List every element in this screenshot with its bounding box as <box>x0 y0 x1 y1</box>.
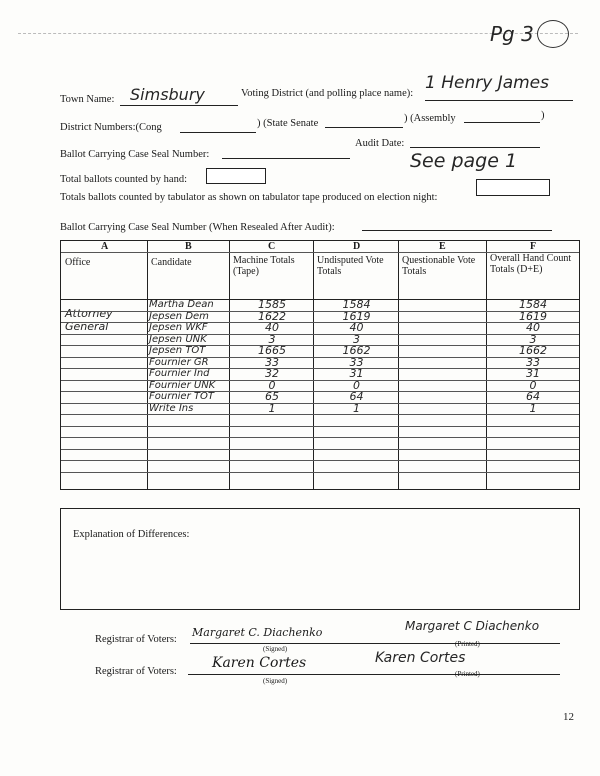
table-cell-candidate: Fournier TOT <box>149 391 214 402</box>
senate-line <box>325 127 403 128</box>
table-cell-overall: 33 <box>526 355 540 369</box>
table-cell-candidate: Fournier Ind <box>149 368 210 379</box>
table-cell-overall: 1619 <box>519 309 547 323</box>
table-cell-machine: 1 <box>268 401 276 415</box>
registrar-1-printed: Margaret C Diachenko <box>405 619 540 633</box>
table-cell-overall: 31 <box>526 367 540 380</box>
explanation-box <box>60 508 580 610</box>
table-cell-overall: 0 <box>529 378 537 392</box>
table-cell-candidate: Jepsen UNK <box>149 333 207 345</box>
registrar-1-signed: Margaret C. Diachenko <box>192 626 323 639</box>
voting-district-line <box>425 100 573 101</box>
table-cell-candidate: Write Ins <box>149 402 194 414</box>
registrar-2-line <box>188 674 560 675</box>
table-row-line <box>61 437 579 438</box>
hand-count-note: See page 1 <box>410 150 518 172</box>
reseal-label: Ballot Carrying Case Seal Number (When Resealed After Audit): <box>60 222 335 233</box>
table-row-line <box>61 460 579 461</box>
table-cell-machine: 40 <box>265 321 279 334</box>
explanation-label: Explanation of Differences: <box>73 529 190 540</box>
registrar-2-printed-caption: (Printed) <box>455 670 480 678</box>
col-header-overall: Overall Hand Count Totals (D+E) <box>490 253 572 275</box>
district-close: ) <box>541 110 545 121</box>
col-divider <box>398 241 399 489</box>
district-cong-label: District Numbers:(Cong <box>60 122 162 133</box>
audit-table <box>60 240 580 490</box>
seal-number-line <box>222 158 350 159</box>
registrar-1-label: Registrar of Voters: <box>95 634 177 645</box>
table-cell-undisputed: 1584 <box>342 298 371 311</box>
reseal-line <box>362 230 552 231</box>
table-row-line <box>61 472 579 473</box>
col-letter-b: B <box>185 241 192 252</box>
col-divider <box>313 241 314 489</box>
table-cell-overall: 3 <box>529 332 537 346</box>
town-label: Town Name: <box>60 94 115 105</box>
registrar-1-line <box>190 643 560 644</box>
registrar-1-printed-caption: (Printed) <box>455 640 480 648</box>
town-line <box>120 105 238 106</box>
table-cell-undisputed: 31 <box>349 367 364 380</box>
table-cell-undisputed: 0 <box>353 378 360 392</box>
table-cell-machine: 65 <box>265 390 279 403</box>
col-header-candidate: Candidate <box>151 257 192 268</box>
district-assembly-label: ) (Assembly <box>404 113 456 124</box>
col-header-undisputed: Undisputed Vote Totals <box>317 255 384 277</box>
table-cell-overall: 40 <box>526 321 540 334</box>
tabulator-box <box>476 179 550 196</box>
col-letter-e: E <box>439 241 446 252</box>
col-letter-c: C <box>268 241 276 252</box>
table-cell-undisputed: 40 <box>349 321 364 334</box>
voting-district-label: Voting District (and polling place name): <box>241 88 414 99</box>
table-cell-machine: 32 <box>265 367 279 380</box>
table-cell-undisputed: 1 <box>353 401 360 415</box>
table-row-line <box>61 449 579 450</box>
assembly-line <box>464 122 540 123</box>
table-cell-machine: 1622 <box>258 309 286 323</box>
audit-date-line <box>410 147 540 148</box>
registrar-1-signed-caption: (Signed) <box>263 645 288 653</box>
table-cell-undisputed: 3 <box>353 332 360 346</box>
col-header-questionable: Questionable Vote Totals <box>402 255 476 277</box>
registrar-2-printed: Karen Cortes <box>375 650 466 666</box>
table-cell-candidate: Fournier GR <box>149 356 209 368</box>
tabulator-label: Totals ballots counted by tabulator as shown on tabulator tape produced on election night: <box>60 192 438 203</box>
table-cell-undisputed: 33 <box>349 355 364 369</box>
page-tag-circle <box>537 20 569 48</box>
table-cell-machine: 3 <box>268 332 276 346</box>
registrar-2-signed: Karen Cortes <box>212 655 307 671</box>
table-cell-overall: 1 <box>529 401 537 415</box>
table-cell-undisputed: 1619 <box>342 309 371 323</box>
table-cell-machine: 1665 <box>258 344 286 357</box>
table-cell-candidate: Jepsen Dem <box>149 310 209 322</box>
cong-line <box>180 132 256 133</box>
table-cell-machine: 0 <box>268 378 276 392</box>
page-number: 12 <box>563 711 574 723</box>
col-divider <box>229 241 230 489</box>
district-senate-label: ) (State Senate <box>257 118 319 129</box>
col-header-machine: Machine Totals (Tape) <box>233 255 295 277</box>
registrar-2-label: Registrar of Voters: <box>95 666 177 677</box>
town-value: Simsbury <box>130 85 205 104</box>
col-divider <box>486 241 487 489</box>
table-cell-candidate: Fournier UNK <box>149 379 216 391</box>
table-cell-undisputed: 64 <box>349 390 364 403</box>
table-row-line <box>61 426 579 427</box>
table-cell-machine: 1585 <box>258 298 286 311</box>
table-cell-overall: 64 <box>526 390 540 403</box>
audit-date-label: Audit Date: <box>355 138 405 149</box>
registrar-2-signed-caption: (Signed) <box>263 677 288 685</box>
table-cell-overall: 1662 <box>519 344 547 357</box>
table-cell-overall: 1584 <box>519 298 547 311</box>
col-letter-a: A <box>101 241 109 252</box>
office-value: Attorney General <box>65 307 113 333</box>
table-cell-undisputed: 1662 <box>342 344 371 357</box>
seal-number-label: Ballot Carrying Case Seal Number: <box>60 149 210 160</box>
col-letter-f: F <box>530 241 537 252</box>
voting-district-value: 1 Henry James <box>425 73 549 93</box>
col-divider <box>147 241 148 489</box>
col-letter-d: D <box>353 241 361 252</box>
col-header-office: Office <box>65 257 91 268</box>
table-cell-candidate: Jepsen WKF <box>149 322 208 333</box>
table-cell-candidate: Jepsen TOT <box>149 345 206 356</box>
hand-count-label: Total ballots counted by hand: <box>60 174 187 185</box>
table-cell-machine: 33 <box>265 355 279 369</box>
table-cell-candidate: Martha Dean <box>149 299 214 310</box>
page-tag: Pg 3 <box>490 22 534 46</box>
hand-count-box <box>206 168 266 184</box>
